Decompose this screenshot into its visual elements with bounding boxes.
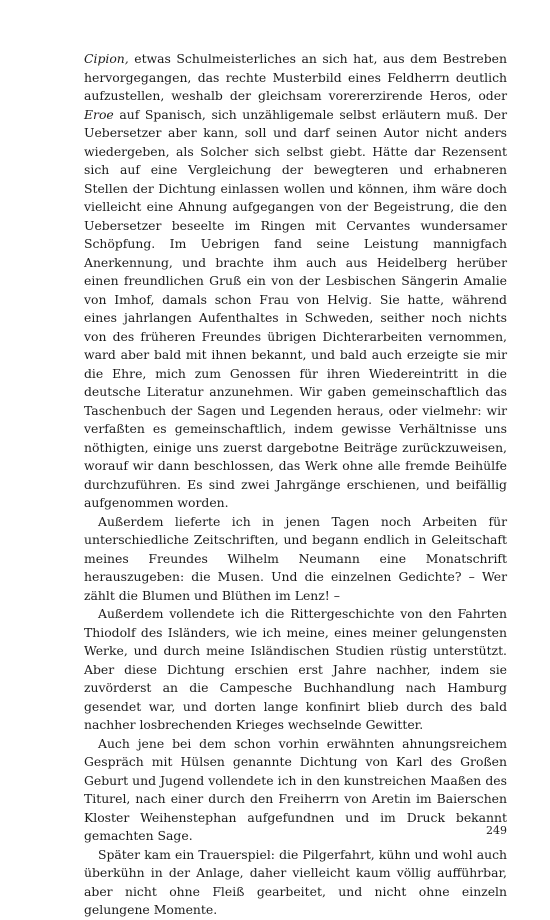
italic-word-eroe: Eroe xyxy=(84,106,114,122)
paragraph-1-tail: auf Spanisch, sich unzähligemale selbst erläutern muß. Der Uebersetzer aber kann, soll und darf seinen Autor nicht anders wiedergeben, als Solcher sich selbst giebt. Hätte dar Rezensent sich auf eine Vergleichung der bewegteren und erhabneren Stellen der Dichtung einlassen wollen und können, ihm wäre doch vielleicht eine Ahnung aufgegangen von der Begeistrung, die den Uebersetzer beseelte im Ringen mit Cervantes wundersamer Schöpfung. Im Uebrigen fand seine Leistung mannigfach Anerkennung, und brachte ihm auch aus Heidelberg herüber einen freundlichen Gruß ein von der Lesbischen Sängerin Amalie von Imhof, damals schon Frau von Helvig. Sie hatte, während eines jahrlangen Aufenthaltes in Schweden, seither noch nichts von des früheren Freundes übrigen Dichterarbeiten vernommen, ward aber bald mit ihnen bekannt, und bald auch erzeigte sie mir die Ehre, mich zum Genossen für ihren Wiedereintritt in die deutsche Literatur anzunehmen. Wir gaben gemeinschaftlich das Taschenbuch der Sagen und Legenden heraus, oder vielmehr: wir verfaßten es gemeinschaftlich, indem gewisse Verhältnisse uns nöthigten, einige uns zuerst dargebotne Beiträge zurückzuweisen, worauf wir dann beschlossen, das Werk ohne alle fremde Beihülfe durchzuführen. Es sind zwei Jahrgänge erschienen, und beifällig aufgenommen worden. xyxy=(84,106,507,510)
paragraph-1 xyxy=(84,50,507,513)
page-body-text xyxy=(84,50,507,920)
italic-word-cipion: Cipion, xyxy=(84,51,129,66)
paragraph-5: Später kam ein Trauerspiel: die Pilgerfahrt, kühn und wohl auch überkühn in der Anlage, daher vielleicht kaum völlig aufführbar, aber nicht ohne Fleiß gearbeitet, und nicht ohne einzeln gelungene Momente. xyxy=(84,846,507,917)
paragraph-4: Auch jene bei dem schon vorhin erwähnten ahnungsreichem Gespräch mit Hülsen genannte Dichtung von Karl des Großen Geburt und Jugend vollendete ich in den kunstreichen Maaßen des Titurel, nach einer durch den Freiherrn von Aretin im Baierschen Kloster Weihenstephan aufgefundnen und im Druck bekannt gemachten Sage. xyxy=(84,735,507,843)
paragraph-2: Außerdem lieferte ich in jenen Tagen noch Arbeiten für unterschiedliche Zeitschriften, und begann endlich in Geleitschaft meines Freundes Wilhelm Neumann eine Monatschrift herauszugeben: die Musen. Und die einzelnen Gedichte? – Wer zählt die Blumen und Blüthen im Lenz! – xyxy=(84,513,507,603)
paragraph-3: Außerdem vollendete ich die Rittergeschichte von den Fahrten Thiodolf des Isländers, wie ich meine, eines meiner gelungensten Werke, und durch meine Isländischen Studien rüstig unterstützt. Aber diese Dichtung erschien erst Jahre nachher, indem sie zuvörderst an die Campesche Buchhandlung nach Hamburg gesendet war, und dorten lange konfinirt blieb durch des bald nachher losbrechenden Krieges wechselnde Gewitter. xyxy=(84,606,507,732)
page-number: 249 xyxy=(486,824,507,837)
paragraph-1-text: etwas Schulmeisterliches an sich hat, aus dem Bestreben hervorgegangen, das rechte Musterbild eines Feldherrn deutlich aufzustellen, weshalb der gleichsam vorererzirende Heros, oder xyxy=(84,51,507,103)
